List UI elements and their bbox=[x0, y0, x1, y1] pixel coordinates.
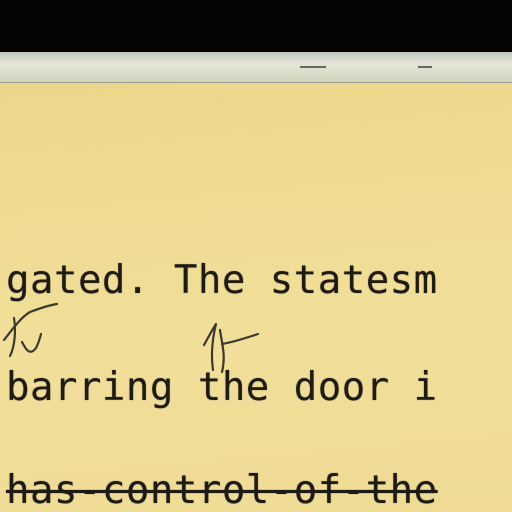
edge-scratch bbox=[418, 66, 432, 68]
typed-line: gated. The statesm bbox=[6, 258, 438, 303]
edge-scratch bbox=[300, 66, 326, 68]
scanner-border bbox=[0, 0, 512, 52]
typed-line: barring the door i bbox=[6, 365, 438, 410]
paper-edge bbox=[0, 52, 512, 83]
typed-line-struck: has-control-of-the bbox=[6, 468, 438, 512]
